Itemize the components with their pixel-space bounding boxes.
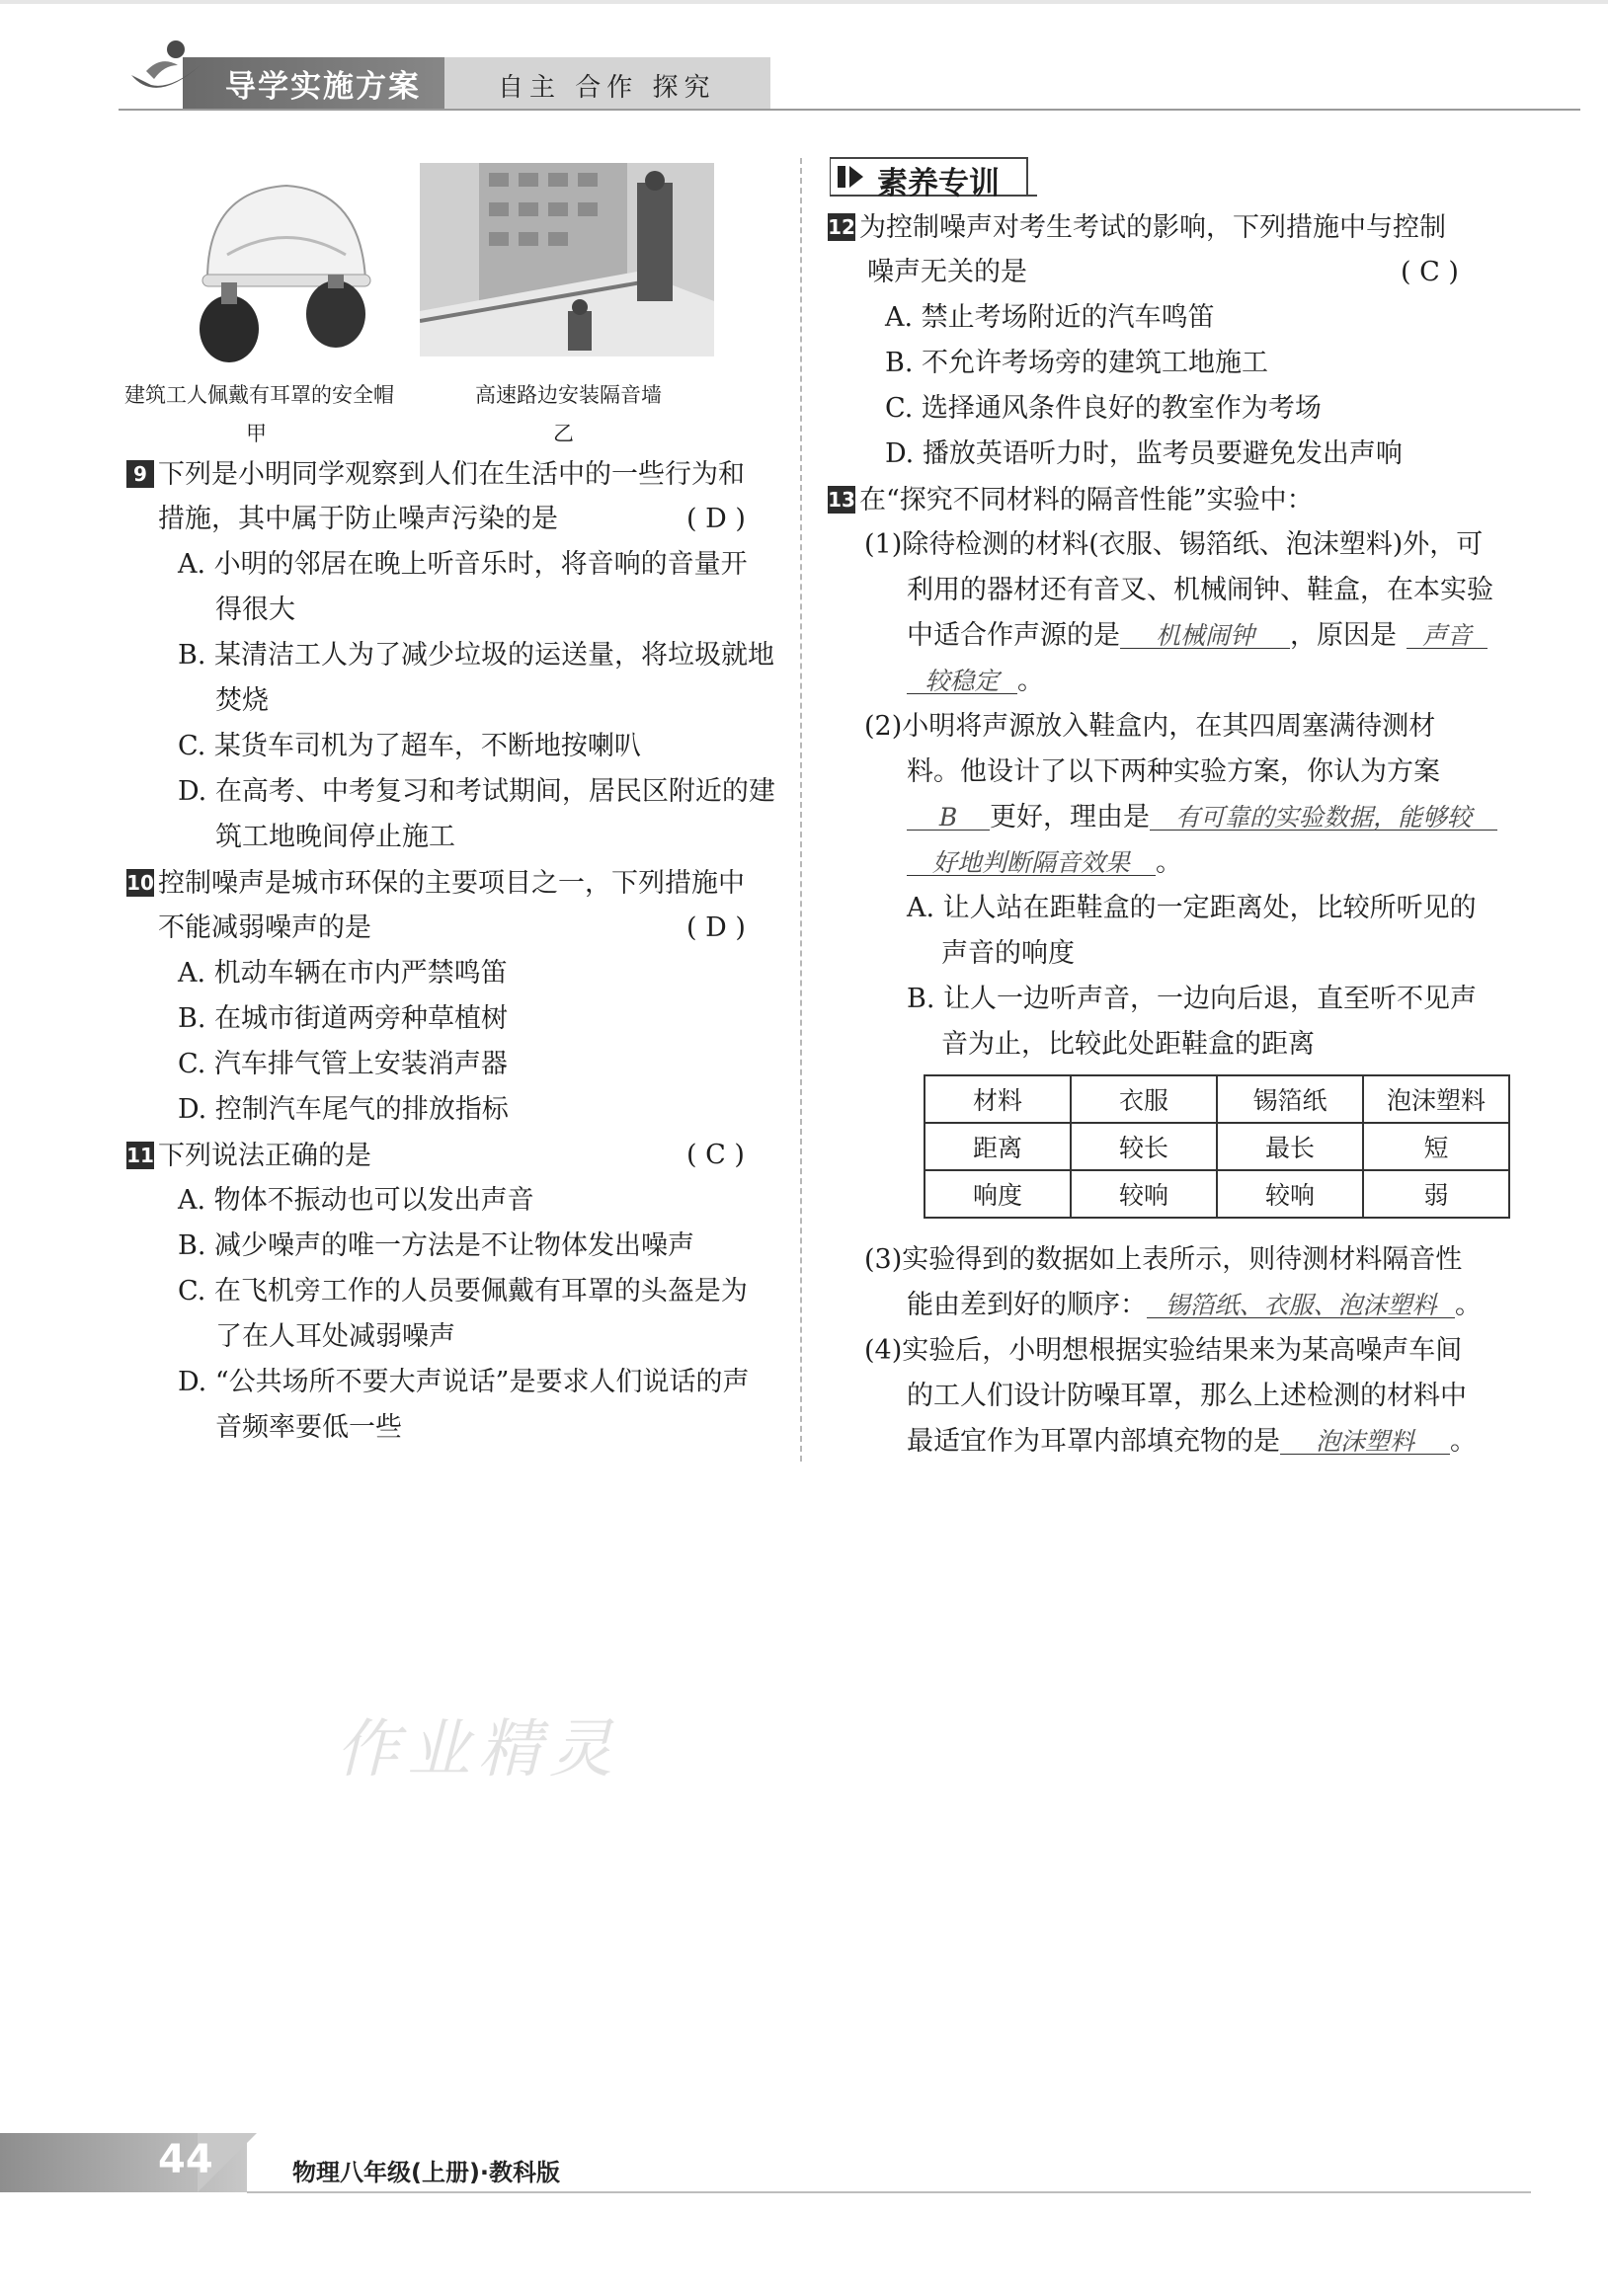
q10-number: 10 [126,871,154,895]
q11-option-b: B. 减少噪声的唯一方法是不让物体发出噪声 [178,1230,695,1261]
q11-option-c2: 了在人耳处减弱噪声 [215,1321,455,1352]
column-divider [800,158,802,1462]
q9-number: 9 [126,460,154,488]
q13-part4-line1: (4)实验后，小明想根据实验结果来为某高噪声车间 [864,1335,1463,1366]
q13-part3-line2: 能由差到好的顺序： 锡箔纸、衣服、泡沫塑料 。 [907,1290,1482,1320]
q10-option-a: A. 机动车辆在市内严禁鸣笛 [178,958,508,989]
experiment-table [924,1074,1510,1219]
q11-option-c1: C. 在飞机旁工作的人员要佩戴有耳罩的头盔是为 [178,1276,748,1306]
header-title: 导学实施方案 [225,69,421,105]
q13-part4-line2: 的工人们设计防噪耳罩，那么上述检测的材料中 [907,1381,1467,1411]
q11-stem: 11 下列说法正确的是 [126,1141,371,1171]
q10-answer: ( D ) [686,912,746,943]
q11-number: 11 [126,1144,154,1167]
figure-1-label: 甲 [246,422,267,445]
q10-option-c: C. 汽车排气管上安装消声器 [178,1049,508,1079]
q11-option-d2: 音频率要低一些 [215,1412,402,1443]
q9-stem-line2: 措施，其中属于防止噪声污染的是 [158,504,558,534]
q13-part1-line2: 利用的器材还有音叉、机械闹钟、鞋盒，在本实验 [907,575,1493,605]
q11-option-d1: D. “公共场所不要大声说话”是要求人们说话的声 [178,1367,750,1397]
q13-p3-blank: 锡箔纸、衣服、泡沫塑料 [1147,1293,1455,1318]
q13-option-a1: A. 让人站在距鞋盒的一定距离处，比较所听见的 [907,893,1477,923]
q11-option-a: A. 物体不振动也可以发出声音 [178,1185,534,1216]
table-cell: 较响 [1217,1170,1363,1218]
q12-option-b: B. 不允许考场旁的建筑工地施工 [885,348,1269,378]
q13-p1-blank1: 机械闹钟 [1120,623,1290,649]
table-cell: 距离 [925,1123,1071,1170]
q10-stem-line1: 10 控制噪声是城市环保的主要项目之一，下列措施中 [126,868,745,899]
q13-part1-line4: 较稳定 。 [907,668,1044,694]
header-rule [119,109,1580,111]
q12-answer: ( C ) [1401,257,1459,287]
footer-rule [247,2191,1531,2193]
table-cell: 较长 [1071,1123,1217,1170]
figure-1-caption: 建筑工人佩戴有耳罩的安全帽 [124,383,394,407]
table-row [925,1075,1509,1123]
table-cell: 响度 [925,1170,1071,1218]
table-cell: 材料 [925,1075,1071,1123]
table-row [925,1170,1509,1218]
header-tags: 自主 合作 探究 [498,73,716,103]
q9-option-c: C. 某货车司机为了超车，不断地按喇叭 [178,731,641,761]
q13-part1-line3: 中适合作声源的是 机械闹钟 ，原因是 声音 [907,622,1487,649]
q10-stem-line2: 不能减弱噪声的是 [158,912,371,943]
q13-part1-line1: (1)除待检测的材料(衣服、锡箔纸、泡沫塑料)外，可 [864,529,1484,560]
table-cell: 较响 [1071,1170,1217,1218]
q9-option-d1: D. 在高考、中考复习和考试期间，居民区附近的建 [178,776,775,807]
q13-p2-blank2b: 好地判断隔音效果 [907,850,1156,876]
figure-2-caption: 高速路边安装隔音墙 [475,383,662,407]
q9-option-a2: 得很大 [215,594,295,625]
q13-stem: 13 在“探究不同材料的隔音性能”实验中： [828,485,1314,515]
q13-p1-blank2a: 声音 [1407,623,1487,649]
q13-part2-line4: 好地判断隔音效果 。 [907,849,1182,876]
q13-p2-blank2a: 有可靠的实验数据，能够较 [1150,805,1497,831]
q11-answer: ( C ) [686,1140,745,1170]
q9-option-a1: A. 小明的邻居在晚上听音乐时，将音响的音量开 [178,549,748,580]
watermark: 作业精灵 [336,1713,620,1786]
q12-stem-line2: 噪声无关的是 [867,257,1027,287]
q12-option-a: A. 禁止考场附近的汽车鸣笛 [885,302,1215,333]
page-number: 44 [158,2137,213,2182]
q12-option-d: D. 播放英语听力时，监考员要避免发出声响 [885,438,1403,469]
q13-option-a2: 声音的响度 [941,938,1075,969]
q9-stem-line1: 9 下列是小明同学观察到人们在生活中的一些行为和 [126,460,745,488]
q10-option-b: B. 在城市街道两旁种草植树 [178,1003,509,1034]
q13-part3-line1: (3)实验得到的数据如上表所示，则待测材料隔音性 [864,1244,1463,1275]
table-cell: 衣服 [1071,1075,1217,1123]
q13-p2-blank1: B [907,805,990,831]
q9-option-b1: B. 某清洁工人为了减少垃圾的运送量，将垃圾就地 [178,640,775,671]
q12-option-c: C. 选择通风条件良好的教室作为考场 [885,393,1322,424]
table-cell: 泡沫塑料 [1363,1075,1509,1123]
q12-number: 12 [828,215,855,239]
q13-part2-line3: B 更好，理由是 有可靠的实验数据，能够较 [907,804,1497,831]
q10-option-d: D. 控制汽车尾气的排放指标 [178,1094,509,1125]
q9-option-b2: 焚烧 [215,685,269,716]
table-cell: 锡箔纸 [1217,1075,1363,1123]
top-edge [0,0,1608,4]
table-cell: 最长 [1217,1123,1363,1170]
q13-number: 13 [828,488,855,512]
q13-part2-line2: 料。他设计了以下两种实验方案，你认为方案 [907,756,1440,787]
logo-icon [126,36,205,115]
table-row [925,1123,1509,1170]
helmet-earmuff-image [188,166,375,363]
sound-barrier-image [420,163,714,356]
q13-option-b1: B. 让人一边听声音，一边向后退，直至听不见声 [907,984,1478,1014]
table-cell: 短 [1363,1123,1509,1170]
q13-p4-blank: 泡沫塑料 [1280,1429,1450,1455]
q9-answer: ( D ) [686,504,746,534]
q13-option-b2: 音为止，比较此处距鞋盒的距离 [941,1029,1315,1060]
section-title: 素养专训 [877,166,1000,201]
q9-option-d2: 筑工地晚间停止施工 [215,822,455,852]
q13-p1-blank2b: 较稳定 [907,669,1017,694]
q13-part4-line3: 最适宜作为耳罩内部填充物的是 泡沫塑料 。 [907,1426,1477,1457]
footer-book-title: 物理八年级(上册)·教科版 [292,2159,561,2186]
q13-part2-line1: (2)小明将声源放入鞋盒内，在其四周塞满待测材 [864,711,1436,742]
figure-2-label: 乙 [553,422,574,445]
q12-stem-line1: 12 为控制噪声对考生考试的影响，下列措施中与控制 [828,212,1446,243]
table-cell: 弱 [1363,1170,1509,1218]
